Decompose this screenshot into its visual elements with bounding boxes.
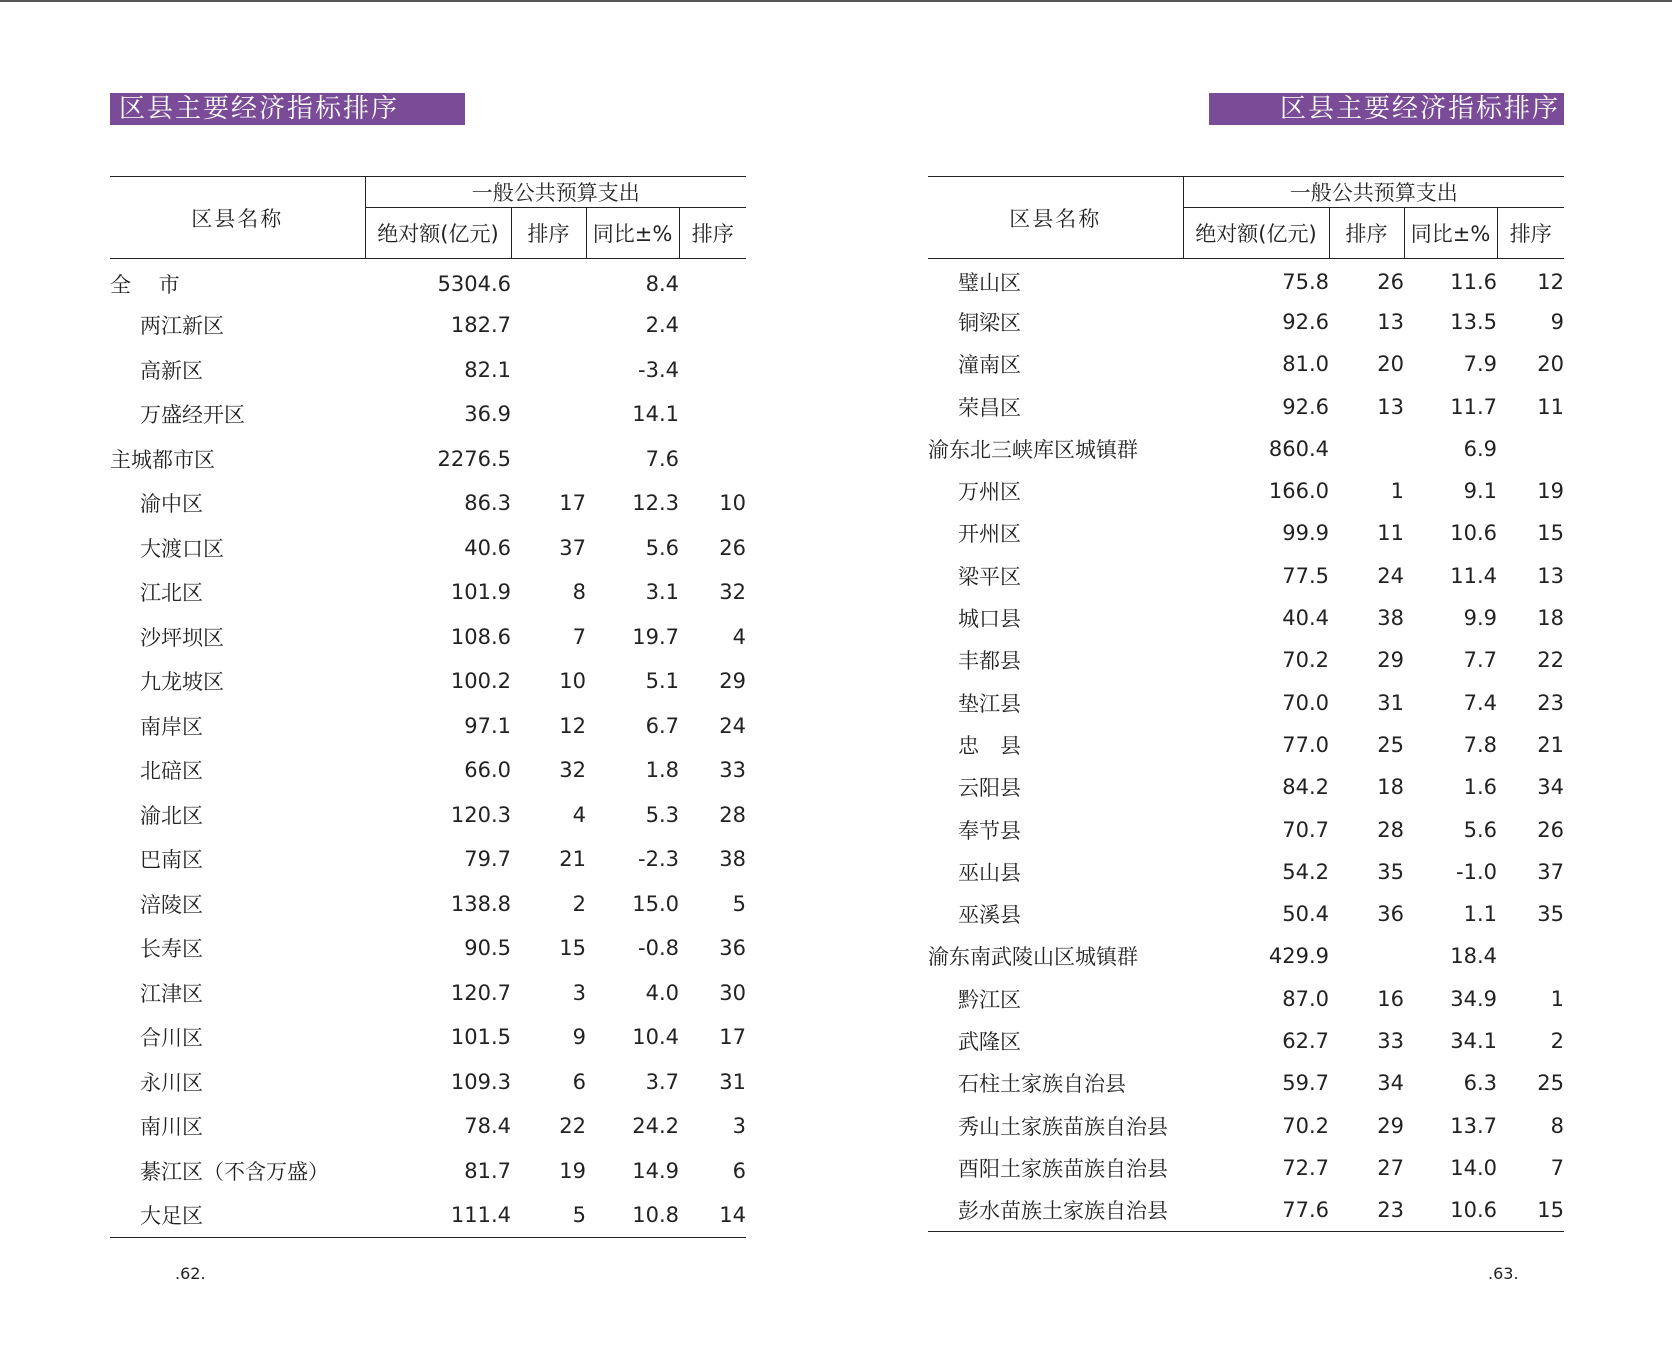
- budget-expenditure-header: 一般公共预算支出: [365, 177, 746, 208]
- yoy-change-cell: 24.2: [632, 1114, 679, 1139]
- absolute-amount-cell: 72.7: [1282, 1155, 1329, 1180]
- district-name-cell: 巫山县: [958, 860, 1021, 885]
- district-name-cell: 丰都县: [958, 649, 1021, 674]
- absolute-amount-cell: 108.6: [450, 624, 511, 649]
- yoy-change-cell: 11.6: [1450, 269, 1497, 294]
- page-number: .63.: [1488, 1264, 1519, 1283]
- district-name-cell: 垫江县: [958, 691, 1021, 716]
- change-rank-cell: 38: [719, 847, 746, 872]
- absolute-amount-cell: 40.6: [464, 535, 511, 560]
- table-row: [928, 428, 1564, 470]
- yoy-change-cell: 2.4: [645, 313, 679, 338]
- absolute-amount-cell: 66.0: [464, 758, 511, 783]
- district-name-cell: 渝中区: [140, 492, 203, 517]
- amount-rank-cell: 28: [1377, 817, 1404, 842]
- yoy-change-cell: 10.6: [1404, 1189, 1497, 1231]
- change-rank-cell: 9: [1550, 309, 1564, 334]
- change-rank-cell: 2: [1550, 1028, 1564, 1053]
- absolute-amount-cell: 92.6: [1282, 394, 1329, 419]
- absolute-amount-cell: 70.2: [1282, 648, 1329, 673]
- table-row: [110, 1149, 746, 1194]
- absolute-amount-cell: 70.0: [1282, 690, 1329, 715]
- absolute-amount-cell: 40.4: [1282, 606, 1329, 631]
- district-name-cell: 酉阳土家族苗族自治县: [958, 1156, 1168, 1181]
- table-row: [928, 724, 1564, 766]
- table-row: [928, 512, 1564, 554]
- district-name-cell: 綦江区（不含万盛）: [140, 1159, 329, 1184]
- right-page: [928, 0, 1568, 1353]
- table-row: [110, 1015, 746, 1060]
- left-page: [110, 0, 750, 1353]
- district-name-cell: 万盛经开区: [140, 403, 245, 428]
- amount-rank-cell: 16: [1377, 986, 1404, 1011]
- yoy-change-cell: 14.0: [1450, 1155, 1497, 1180]
- district-name-cell: 大渡口区: [140, 536, 224, 561]
- amount-rank-cell: 8: [572, 580, 586, 605]
- absolute-amount-cell: 138.8: [450, 891, 511, 916]
- change-rank-cell: 19: [1537, 479, 1564, 504]
- district-name-header: 区县名称: [928, 177, 1183, 259]
- district-name-cell: 江津区: [140, 981, 203, 1006]
- district-name-cell: 主城都市区: [110, 447, 215, 472]
- district-name-cell: 万州区: [958, 480, 1021, 505]
- amount-rank-cell: 27: [1377, 1155, 1404, 1180]
- yoy-change-cell: 6.9: [1463, 436, 1497, 461]
- change-rank-cell: [679, 437, 746, 482]
- absolute-amount-cell: 90.5: [464, 936, 511, 961]
- absolute-amount-cell: 84.2: [1282, 775, 1329, 800]
- change-rank-cell: 7: [1550, 1155, 1564, 1180]
- change-rank-cell: 28: [719, 802, 746, 827]
- district-name-cell: 渝东南武陵山区城镇群: [928, 945, 1138, 970]
- district-name-cell: 石柱土家族自治县: [958, 1072, 1126, 1097]
- amount-rank-cell: 34: [1377, 1071, 1404, 1096]
- yoy-change-cell: 14.1: [632, 402, 679, 427]
- table-row: [928, 1189, 1564, 1231]
- absolute-amount-cell: 120.3: [450, 802, 511, 827]
- table-row: [110, 1060, 746, 1105]
- table-row: [928, 851, 1564, 893]
- yoy-change-cell: 9.9: [1463, 606, 1497, 631]
- table-row: [928, 385, 1564, 427]
- district-name-cell: 大足区: [110, 1193, 365, 1238]
- amount-rank-cell: 13: [1377, 394, 1404, 419]
- amount-rank-cell: 18: [1377, 775, 1404, 800]
- table-row: [928, 555, 1564, 597]
- change-rank-cell: 20: [1537, 352, 1564, 377]
- absolute-amount-cell: 54.2: [1282, 859, 1329, 884]
- district-name-cell: 北碚区: [140, 759, 203, 784]
- amount-rank-cell: 6: [572, 1069, 586, 1094]
- amount-rank-cell: [511, 348, 586, 393]
- change-rank-cell: 21: [1537, 732, 1564, 757]
- table-row: [928, 893, 1564, 935]
- yoy-change-cell: 7.8: [1463, 732, 1497, 757]
- change-rank-cell: 11: [1537, 394, 1564, 419]
- table-row: [110, 570, 746, 615]
- amount-rank-cell: 21: [559, 847, 586, 872]
- table-row: [928, 1104, 1564, 1146]
- table-row: [110, 303, 746, 348]
- amount-rank-cell: 31: [1377, 690, 1404, 715]
- district-name-cell: 渝东北三峡库区城镇群: [928, 437, 1138, 462]
- amount-rank-cell: 5: [511, 1193, 586, 1238]
- table-row: [110, 971, 746, 1016]
- change-rank-cell: 26: [1537, 817, 1564, 842]
- yoy-change-cell: 6.7: [645, 713, 679, 738]
- economic-indicator-table: [928, 176, 1564, 1232]
- yoy-change-cell: 34.1: [1450, 1028, 1497, 1053]
- amount-rank-cell: 26: [1377, 269, 1404, 294]
- district-name-cell: 奉节县: [958, 818, 1021, 843]
- amount-rank-cell: 29: [1377, 1113, 1404, 1138]
- table-row: [928, 343, 1564, 385]
- amount-rank-cell: 37: [559, 535, 586, 560]
- table-row: [928, 301, 1564, 343]
- district-name-cell: 高新区: [140, 358, 203, 383]
- absolute-amount-header: 绝对额(亿元): [1183, 208, 1329, 259]
- change-rank-cell: 35: [1537, 902, 1564, 927]
- district-name-cell: 城口县: [958, 607, 1021, 632]
- budget-expenditure-header: 一般公共预算支出: [1183, 177, 1564, 208]
- change-rank-cell: 24: [719, 713, 746, 738]
- change-rank-cell: 5: [732, 891, 746, 916]
- absolute-amount-cell: 77.0: [1282, 732, 1329, 757]
- district-name-cell: 两江新区: [140, 314, 224, 339]
- yoy-change-cell: 1.6: [1463, 775, 1497, 800]
- table-row: [928, 1147, 1564, 1189]
- table-row: [928, 808, 1564, 850]
- change-rank-cell: 6: [732, 1158, 746, 1183]
- district-name-cell: 黔江区: [958, 987, 1021, 1012]
- table-row: [928, 1020, 1564, 1062]
- absolute-amount-header: 绝对额(亿元): [365, 208, 511, 259]
- absolute-amount-cell: 101.5: [450, 1025, 511, 1050]
- amount-rank-cell: 29: [1377, 648, 1404, 673]
- absolute-amount-cell: 77.6: [1183, 1189, 1329, 1231]
- table-row: [928, 470, 1564, 512]
- change-rank-cell: 34: [1537, 775, 1564, 800]
- change-rank-cell: [679, 259, 746, 304]
- absolute-amount-cell: 109.3: [450, 1069, 511, 1094]
- amount-rank-cell: 32: [559, 758, 586, 783]
- district-name-cell: 长寿区: [140, 937, 203, 962]
- amount-rank-cell: 13: [1377, 309, 1404, 334]
- table-row: [110, 704, 746, 749]
- yoy-change-cell: 7.6: [645, 446, 679, 471]
- table-row: [110, 526, 746, 571]
- change-rank-cell: [679, 392, 746, 437]
- change-rank-cell: 8: [1550, 1113, 1564, 1138]
- district-name-cell: 全 市: [110, 273, 180, 297]
- absolute-amount-cell: 62.7: [1282, 1028, 1329, 1053]
- change-rank-cell: 14: [679, 1193, 746, 1238]
- change-rank-cell: 4: [732, 624, 746, 649]
- table-row: [928, 259, 1564, 301]
- district-name-cell: 合川区: [140, 1026, 203, 1051]
- yoy-change-cell: 3.7: [645, 1069, 679, 1094]
- table-row: [928, 935, 1564, 977]
- table-row: [110, 615, 746, 660]
- yoy-change-cell: -3.4: [638, 357, 679, 382]
- absolute-amount-cell: 79.7: [464, 847, 511, 872]
- change-rank-cell: 13: [1537, 563, 1564, 588]
- district-name-cell: 九龙坡区: [140, 670, 224, 695]
- table-row: [110, 882, 746, 927]
- amount-rank-cell: 20: [1377, 352, 1404, 377]
- change-rank-cell: 32: [719, 580, 746, 605]
- amount-rank-cell: 1: [1390, 479, 1404, 504]
- district-name-cell: 江北区: [140, 581, 203, 606]
- yoy-change-cell: 34.9: [1450, 986, 1497, 1011]
- section-title-banner: 区县主要经济指标排序: [1209, 93, 1564, 125]
- yoy-change-cell: -1.0: [1456, 859, 1497, 884]
- amount-rank-cell: 25: [1377, 732, 1404, 757]
- change-rank-header: 排序: [1497, 208, 1564, 259]
- yoy-change-cell: 13.7: [1450, 1113, 1497, 1138]
- amount-rank-cell: 24: [1377, 563, 1404, 588]
- absolute-amount-cell: 429.9: [1268, 944, 1329, 969]
- amount-rank-cell: [1329, 428, 1404, 470]
- table-row: [110, 926, 746, 971]
- absolute-amount-cell: 87.0: [1282, 986, 1329, 1011]
- absolute-amount-cell: 120.7: [450, 980, 511, 1005]
- absolute-amount-cell: 81.7: [464, 1158, 511, 1183]
- change-rank-header: 排序: [679, 208, 746, 259]
- change-rank-cell: [679, 348, 746, 393]
- table-row: [110, 659, 746, 704]
- yoy-change-cell: 11.4: [1450, 563, 1497, 588]
- absolute-amount-cell: 92.6: [1282, 309, 1329, 334]
- change-rank-cell: [1497, 935, 1564, 977]
- amount-rank-cell: 35: [1377, 859, 1404, 884]
- change-rank-cell: 26: [719, 535, 746, 560]
- table-row: [110, 837, 746, 882]
- economic-indicator-table: [110, 176, 746, 1238]
- amount-rank-cell: 23: [1329, 1189, 1404, 1231]
- yoy-change-cell: 19.7: [632, 624, 679, 649]
- absolute-amount-cell: 78.4: [464, 1114, 511, 1139]
- yoy-change-cell: -0.8: [638, 936, 679, 961]
- amount-rank-cell: 19: [559, 1158, 586, 1183]
- table-row: [928, 681, 1564, 723]
- absolute-amount-cell: 166.0: [1268, 479, 1329, 504]
- change-rank-cell: 3: [732, 1114, 746, 1139]
- district-name-cell: 涪陵区: [140, 892, 203, 917]
- table-row: [110, 1193, 746, 1238]
- yoy-change-cell: 8.4: [645, 272, 679, 296]
- table-row: [928, 639, 1564, 681]
- district-name-cell: 梁平区: [958, 564, 1021, 589]
- yoy-change-cell: -2.3: [638, 847, 679, 872]
- change-rank-cell: 29: [719, 669, 746, 694]
- district-name-cell: 彭水苗族土家族自治县: [928, 1189, 1183, 1231]
- yoy-change-cell: 12.3: [632, 491, 679, 516]
- change-rank-cell: 1: [1550, 986, 1564, 1011]
- amount-rank-cell: 10: [559, 669, 586, 694]
- yoy-change-cell: 5.6: [1463, 817, 1497, 842]
- district-name-cell: 沙坪坝区: [140, 625, 224, 650]
- district-name-cell: 南岸区: [140, 714, 203, 739]
- district-name-cell: 潼南区: [958, 353, 1021, 378]
- absolute-amount-cell: 70.7: [1282, 817, 1329, 842]
- absolute-amount-cell: 182.7: [450, 313, 511, 338]
- absolute-amount-cell: 50.4: [1282, 902, 1329, 927]
- absolute-amount-cell: 59.7: [1282, 1071, 1329, 1096]
- yoy-change-cell: 5.3: [645, 802, 679, 827]
- table-row: [110, 348, 746, 393]
- change-rank-cell: 18: [1537, 606, 1564, 631]
- table-row: [110, 748, 746, 793]
- amount-rank-header: 排序: [1329, 208, 1404, 259]
- district-name-cell: 渝北区: [140, 803, 203, 828]
- table-row: [928, 1062, 1564, 1104]
- amount-rank-cell: 7: [572, 624, 586, 649]
- change-rank-cell: 25: [1537, 1071, 1564, 1096]
- absolute-amount-cell: 86.3: [464, 491, 511, 516]
- district-name-cell: 云阳县: [958, 776, 1021, 801]
- absolute-amount-cell: 97.1: [464, 713, 511, 738]
- change-rank-cell: 36: [719, 936, 746, 961]
- amount-rank-cell: 33: [1377, 1028, 1404, 1053]
- yoy-change-cell: 6.3: [1463, 1071, 1497, 1096]
- amount-rank-header: 排序: [511, 208, 586, 259]
- yoy-change-cell: 10.6: [1450, 521, 1497, 546]
- district-name-cell: 荣昌区: [958, 395, 1021, 420]
- yoy-change-cell: 10.4: [632, 1025, 679, 1050]
- absolute-amount-cell: 111.4: [365, 1193, 511, 1238]
- yoy-change-cell: 15.0: [632, 891, 679, 916]
- change-rank-cell: [679, 303, 746, 348]
- yoy-change-cell: 9.1: [1463, 479, 1497, 504]
- district-name-cell: 开州区: [958, 522, 1021, 547]
- yoy-change-header: 同比±%: [586, 208, 679, 259]
- page-number: .62.: [175, 1264, 206, 1283]
- yoy-change-cell: 7.9: [1463, 352, 1497, 377]
- district-name-cell: 璧山区: [958, 270, 1021, 295]
- yoy-change-cell: 13.5: [1450, 309, 1497, 334]
- yoy-change-cell: 3.1: [645, 580, 679, 605]
- absolute-amount-cell: 2276.5: [437, 446, 511, 471]
- table-row: [928, 978, 1564, 1020]
- table-row: [110, 481, 746, 526]
- absolute-amount-cell: 36.9: [464, 402, 511, 427]
- table-row: [110, 437, 746, 482]
- amount-rank-cell: 2: [572, 891, 586, 916]
- change-rank-cell: 17: [719, 1025, 746, 1050]
- district-name-cell: 巫溪县: [958, 903, 1021, 928]
- table-row: [110, 259, 746, 304]
- absolute-amount-cell: 99.9: [1282, 521, 1329, 546]
- amount-rank-cell: 22: [559, 1114, 586, 1139]
- yoy-change-cell: 1.8: [645, 758, 679, 783]
- absolute-amount-cell: 81.0: [1282, 352, 1329, 377]
- absolute-amount-cell: 101.9: [450, 580, 511, 605]
- absolute-amount-cell: 77.5: [1282, 563, 1329, 588]
- table-row: [110, 793, 746, 838]
- district-name-cell: 武隆区: [958, 1029, 1021, 1054]
- yoy-change-cell: 4.0: [645, 980, 679, 1005]
- yoy-change-cell: 5.6: [645, 535, 679, 560]
- district-name-cell: 秀山土家族苗族自治县: [958, 1114, 1168, 1139]
- absolute-amount-cell: 75.8: [1282, 269, 1329, 294]
- yoy-change-cell: 5.1: [645, 669, 679, 694]
- amount-rank-cell: [511, 259, 586, 304]
- table-row: [110, 1104, 746, 1149]
- absolute-amount-cell: 5304.6: [437, 272, 511, 296]
- amount-rank-cell: [511, 392, 586, 437]
- section-title-banner: 区县主要经济指标排序: [110, 93, 465, 125]
- amount-rank-cell: [511, 437, 586, 482]
- district-name-cell: 巴南区: [140, 848, 203, 873]
- table-row: [928, 766, 1564, 808]
- change-rank-cell: 12: [1537, 269, 1564, 294]
- change-rank-cell: 33: [719, 758, 746, 783]
- yoy-change-header: 同比±%: [1404, 208, 1497, 259]
- absolute-amount-cell: 70.2: [1282, 1113, 1329, 1138]
- amount-rank-cell: [1329, 935, 1404, 977]
- yoy-change-cell: 11.7: [1450, 394, 1497, 419]
- change-rank-cell: [1497, 428, 1564, 470]
- amount-rank-cell: 4: [572, 802, 586, 827]
- amount-rank-cell: 17: [559, 491, 586, 516]
- yoy-change-cell: 18.4: [1450, 944, 1497, 969]
- change-rank-cell: 15: [1497, 1189, 1564, 1231]
- change-rank-cell: 37: [1537, 859, 1564, 884]
- yoy-change-cell: 10.8: [586, 1193, 679, 1238]
- district-name-cell: 铜梁区: [958, 310, 1021, 335]
- district-name-header: 区县名称: [110, 177, 365, 259]
- change-rank-cell: 30: [719, 980, 746, 1005]
- amount-rank-cell: 36: [1377, 902, 1404, 927]
- yoy-change-cell: 7.7: [1463, 648, 1497, 673]
- table-row: [110, 392, 746, 437]
- district-name-cell: 南川区: [140, 1115, 203, 1140]
- absolute-amount-cell: 860.4: [1268, 436, 1329, 461]
- yoy-change-cell: 1.1: [1463, 902, 1497, 927]
- change-rank-cell: 22: [1537, 648, 1564, 673]
- table-row: [928, 597, 1564, 639]
- amount-rank-cell: [511, 303, 586, 348]
- yoy-change-cell: 14.9: [632, 1158, 679, 1183]
- amount-rank-cell: 38: [1377, 606, 1404, 631]
- amount-rank-cell: 9: [572, 1025, 586, 1050]
- yoy-change-cell: 7.4: [1463, 690, 1497, 715]
- district-name-cell: 永川区: [140, 1070, 203, 1095]
- amount-rank-cell: 15: [559, 936, 586, 961]
- change-rank-cell: 10: [719, 491, 746, 516]
- amount-rank-cell: 12: [559, 713, 586, 738]
- amount-rank-cell: 11: [1377, 521, 1404, 546]
- change-rank-cell: 31: [719, 1069, 746, 1094]
- absolute-amount-cell: 82.1: [464, 357, 511, 382]
- district-name-cell: 忠 县: [958, 733, 1021, 758]
- change-rank-cell: 23: [1537, 690, 1564, 715]
- amount-rank-cell: 3: [572, 980, 586, 1005]
- change-rank-cell: 15: [1537, 521, 1564, 546]
- absolute-amount-cell: 100.2: [450, 669, 511, 694]
